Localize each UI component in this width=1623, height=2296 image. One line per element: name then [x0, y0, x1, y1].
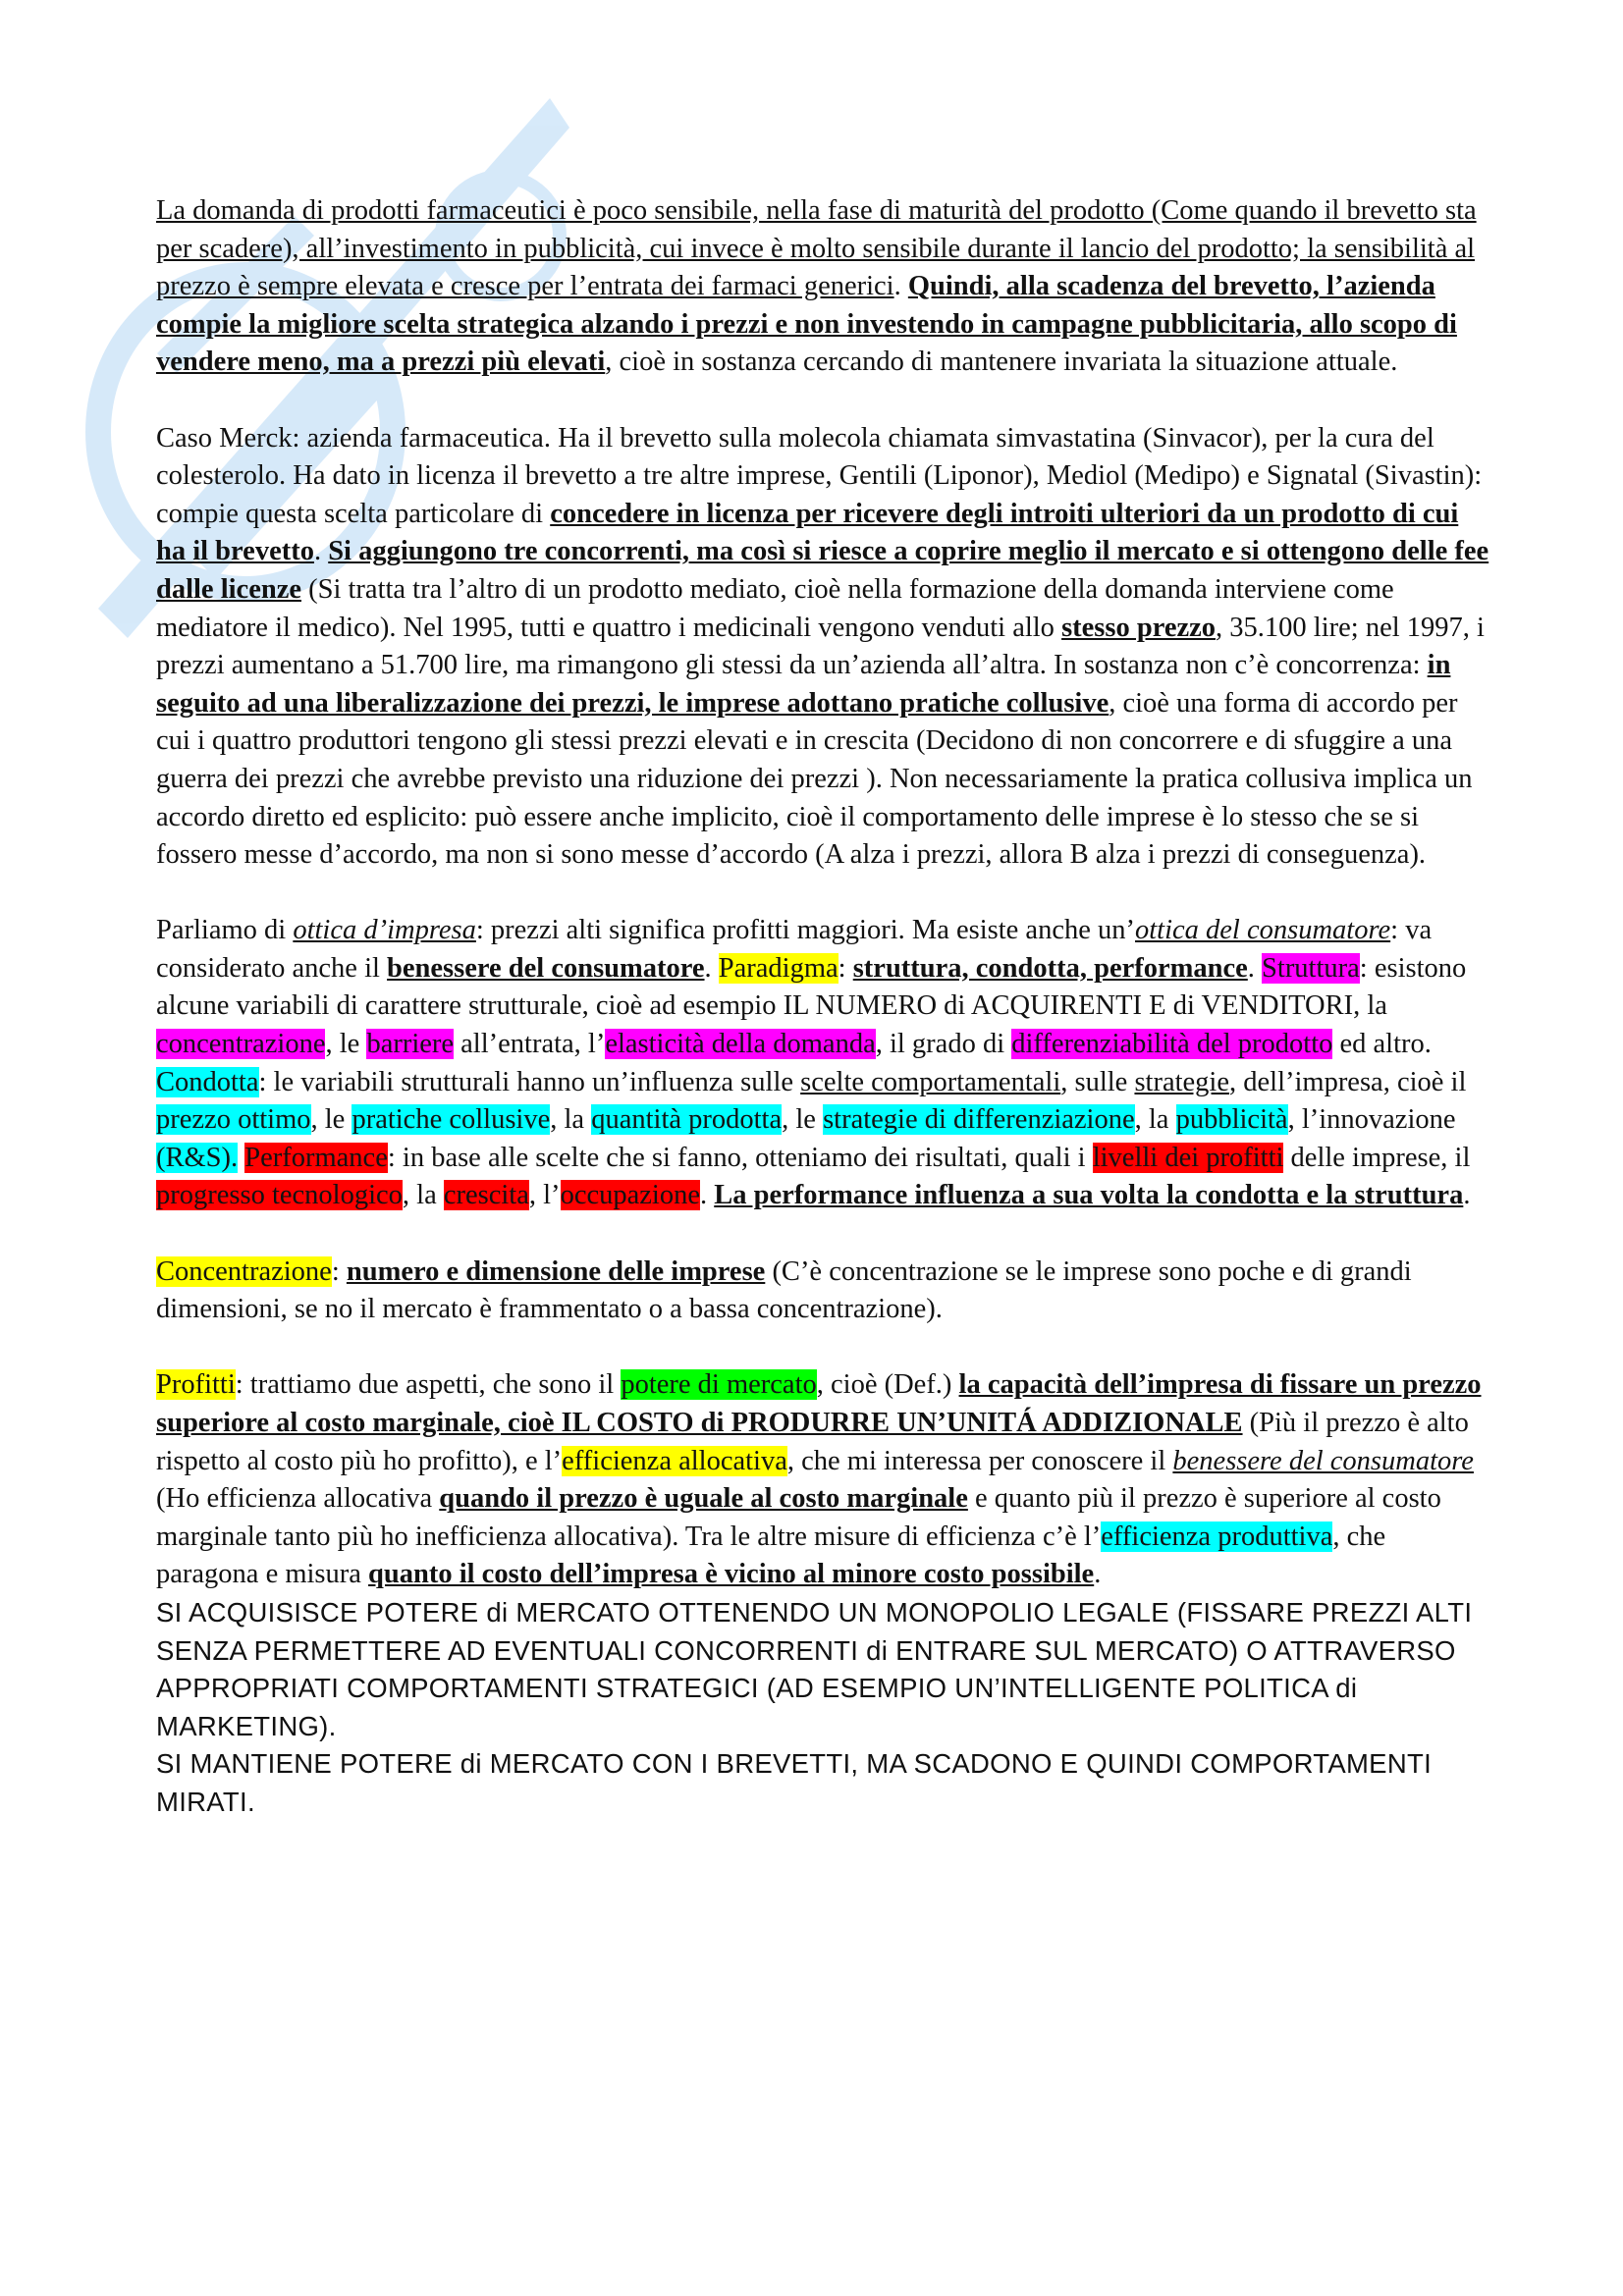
paragraph-profits: Profitti: trattiamo due aspetti, che sono il potere di mercato, cioè (Def.) la capacità dell’impresa di fissare un prezzo superiore al costo marginale, cioè IL COSTO di PRODURRE UN’UNITÁ ADDIZIONALE (Più il prezzo è alto rispetto al costo più ho profitto), e l’efficienza allocativa, che mi interessa per conoscere il benessere del consumatore (Ho efficienza allocativa quando il prezzo è uguale al costo marginale e quanto più il prezzo è superiore al costo marginale tanto più ho inefficienza allocativa). Tra le altre misure di efficienza c’è l’efficienza produttiva, che paragona e misura quanto il costo dell’impresa è vicino al minore costo possibile.	[156, 1369, 1482, 1590]
highlight-cyan: Condotta	[156, 1066, 259, 1097]
highlight-red: occupazione	[560, 1180, 700, 1211]
highlight-green: potere di mercato	[621, 1369, 817, 1401]
paragraph-paradigm: Parliamo di ottica d’impresa: prezzi alti significa profitti maggiori. Ma esiste anche un’ottica del consumatore: va considerato anche il benessere del consumatore. Paradigma: struttura, condotta, performance. Struttura: esistono alcune variabili di carattere strutturale, cioè ad esempio IL NUMERO di ACQUIRENTI E di VENDITORI, la concentrazione, le barriere all’entrata, l’elasticità della domanda, il grado di differenziabilità del prodotto ed altro. Condotta: le variabili strutturali hanno un’influenza sulle scelte comportamentali, sulle strategie, dell’impresa, cioè il prezzo ottimo, le pratiche collusive, la quantità prodotta, le strategie di differenziazione, la pubblicità, l’innovazione (R&S). Performance: in base alle scelte che si fanno, otteniamo dei risultati, quali i livelli dei profitti delle imprese, il progresso tecnologico, la crescita, l’occupazione. La performance influenza a sua volta la condotta e la struttura.	[156, 915, 1471, 1211]
paragraph-pharma-demand: La domanda di prodotti farmaceutici è poco sensibile, nella fase di maturità del prodotto (Come quando il brevetto sta per scadere), all’investimento in pubblicità, cui invece è molto sensibile durante il lancio del prodotto; la sensibilità al prezzo è sempre elevata e cresce per l’entrata dei farmaci generici. Quindi, alla scadenza del brevetto, l’azienda compie la migliore scelta strategica alzando i prezzi e non investendo in campagne pubblicitaria, allo scopo di vendere meno, ma a prezzi più elevati, cioè in sostanza cercando di mantenere invariata la situazione attuale.	[156, 195, 1477, 378]
highlight-yellow: efficienza allocativa	[562, 1445, 787, 1476]
highlight-yellow: Concentrazione	[156, 1255, 332, 1287]
highlight-magenta: differenziabilità del prodotto	[1011, 1029, 1333, 1060]
highlight-cyan: quantità prodotta	[591, 1104, 783, 1136]
highlight-cyan: (R&S).	[156, 1142, 239, 1173]
highlight-cyan: efficienza produttiva	[1101, 1521, 1333, 1552]
highlight-red: livelli dei profitti	[1092, 1142, 1284, 1173]
highlight-magenta: elasticità della domanda	[605, 1029, 876, 1060]
highlight-yellow: Paradigma	[718, 952, 839, 984]
paragraph-market-power-acquire: SI ACQUISISCE POTERE di MERCATO OTTENENDO UN MONOPOLIO LEGALE (FISSARE PREZZI ALTI SENZA PERMETTERE AD EVENTUALI CONCORRENTI di ENTRARE SUL MERCATO) O ATTRAVERSO APPROPRIATI COMPORTAMENTI STRATEGICI (AD ESEMPIO UN’INTELLIGENTE POLITICA di MARKETING).	[156, 1596, 1473, 1741]
paragraph-merck-case: Caso Merck: azienda farmaceutica. Ha il brevetto sulla molecola chiamata simvastatina (Sinvacor), per la cura del colesterolo. Ha dato in licenza il brevetto a tre altre imprese, Gentili (Liponor), Mediol (Medipo) e Signatal (Sivastin): compie questa scelta particolare di concedere in licenza per ricevere degli introiti ulteriori da un prodotto di cui ha il brevetto. Si aggiungono tre concorrenti, ma così si riesce a coprire meglio il mercato e si ottengono delle fee dalle licenze (Si tratta tra l’altro di un prodotto mediato, cioè nella formazione della domanda interviene come mediatore il medico). Nel 1995, tutti e quattro i medicinali vengono venduti allo stesso prezzo, 35.100 lire; nel 1997, i prezzi aumentano a 51.700 lire, ma rimangono gli stessi da un’azienda all’altra. In sostanza non c’è concorrenza: in seguito ad una liberalizzazione dei prezzi, le imprese adottano pratiche collusive, cioè una forma di accordo per cui i quattro produttori tengono gli stessi prezzi elevati e in crescita (Decidono di non concorrere e di sfuggire a una guerra dei prezzi che avrebbe previsto una riduzione dei prezzi ). Non necessariamente la pratica collusiva implica un accordo diretto ed esplicito: può essere anche implicito, cioè il comportamento delle imprese è lo stesso che se si fossero messe d’accordo, ma non si sono messe d’accordo (A alza i prezzi, allora B alza i prezzi di conseguenza).	[156, 422, 1489, 871]
highlight-red: progresso tecnologico	[156, 1180, 403, 1211]
highlight-cyan: pratiche collusive	[352, 1104, 551, 1136]
highlight-magenta: concentrazione	[156, 1029, 326, 1060]
paragraph-market-power-maintain: SI MANTIENE POTERE di MERCATO CON I BREVETTI, MA SCADONO E QUINDI COMPORTAMENTI MIRATI.	[156, 1748, 1433, 1817]
highlight-yellow: Profitti	[156, 1369, 236, 1401]
highlight-red: crescita	[443, 1180, 529, 1211]
highlight-cyan: prezzo ottimo	[156, 1104, 311, 1136]
highlight-cyan: pubblicità	[1175, 1104, 1288, 1136]
highlight-magenta: Struttura	[1262, 952, 1360, 984]
highlight-red: Performance	[244, 1142, 388, 1173]
document-page	[156, 192, 1491, 1822]
highlight-magenta: barriere	[366, 1029, 455, 1060]
highlight-cyan: strategie di differenziazione	[823, 1104, 1135, 1136]
paragraph-concentration: Concentrazione: numero e dimensione delle imprese (C’è concentrazione se le imprese sono poche e di grandi dimensioni, se no il mercato è frammentato o a bassa concentrazione).	[156, 1255, 1412, 1325]
